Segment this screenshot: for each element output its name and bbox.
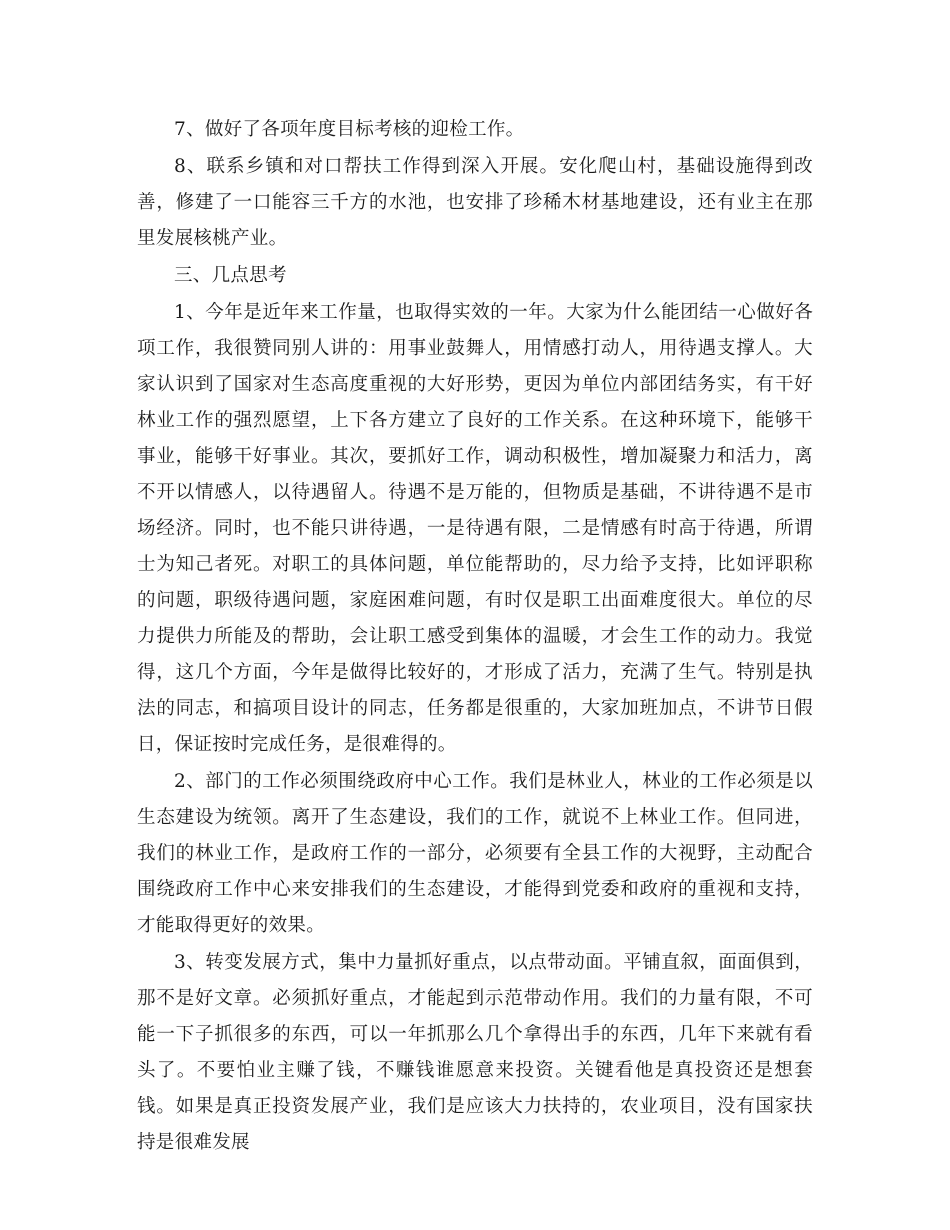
paragraph-item-7: 7、做好了各项年度目标考核的迎检工作。 (174, 119, 525, 140)
document-body (137, 112, 813, 1162)
paragraph-item-8: 8、联系乡镇和对口帮扶工作得到深入开展。安化爬山村，基础设施得到改善，修建了一口能容三千方的水池，也安排了珍稀木材基地建设，还有业主在那里发展核桃产业。 (137, 156, 813, 249)
paragraph-reflection-1: 1、今年是近年来工作量，也取得实效的一年。大家为什么能团结一心做好各项工作，我很赞同别人讲的：用事业鼓舞人，用情感打动人，用待遇支撑人。大家认识到了国家对生态高度重视的大好形势，更因为单位内部团结务实，有干好林业工作的强烈愿望，上下各方建立了良好的工作关系。在这种环境下，能够干事业，能够干好事业。其次，要抓好工作，调动积极性，增加凝聚力和活力，离不开以情感人，以待遇留人。待遇不是万能的，但物质是基础，不讲待遇不是市场经济。同时，也不能只讲待遇，一是待遇有限，二是情感有时高于待遇，所谓士为知己者死。对职工的具体问题，单位能帮助的，尽力给予支持，比如评职称的问题，职级待遇问题，家庭困难问题，有时仅是职工出面难度很大。单位的尽力提供力所能及的帮助，会让职工感受到集体的温暖，才会生工作的动力。我觉得，这几个方面，今年是做得比较好的，才形成了活力，充满了生气。特别是执法的同志，和搞项目设计的同志，任务都是很重的，大家加班加点，不讲节日假日，保证按时完成任务，是很难得的。 (137, 302, 813, 755)
paragraph-reflection-2: 2、部门的工作必须围绕政府中心工作。我们是林业人，林业的工作必须是以生态建设为统领。离开了生态建设，我们的工作，就说不上林业工作。但同进，我们的林业工作，是政府工作的一部分，必须要有全县工作的大视野，主动配合围绕政府工作中心来安排我们的生态建设，才能得到党委和政府的重视和支持，才能取得更好的效果。 (137, 771, 813, 936)
section-heading-reflections: 三、几点思考 (174, 265, 287, 286)
paragraph-reflection-3: 3、转变发展方式，集中力量抓好重点，以点带动面。平铺直叙，面面俱到，那不是好文章。必须抓好重点，才能起到示范带动作用。我们的力量有限，不可能一下子抓很多的东西，可以一年抓那么几个拿得出手的东西，几年下来就有看头了。不要怕业主赚了钱，不赚钱谁愿意来投资。关键看他是真投资还是想套钱。如果是真正投资发展产业，我们是应该大力扶持的，农业项目，没有国家扶持是很难发展 (137, 952, 813, 1153)
